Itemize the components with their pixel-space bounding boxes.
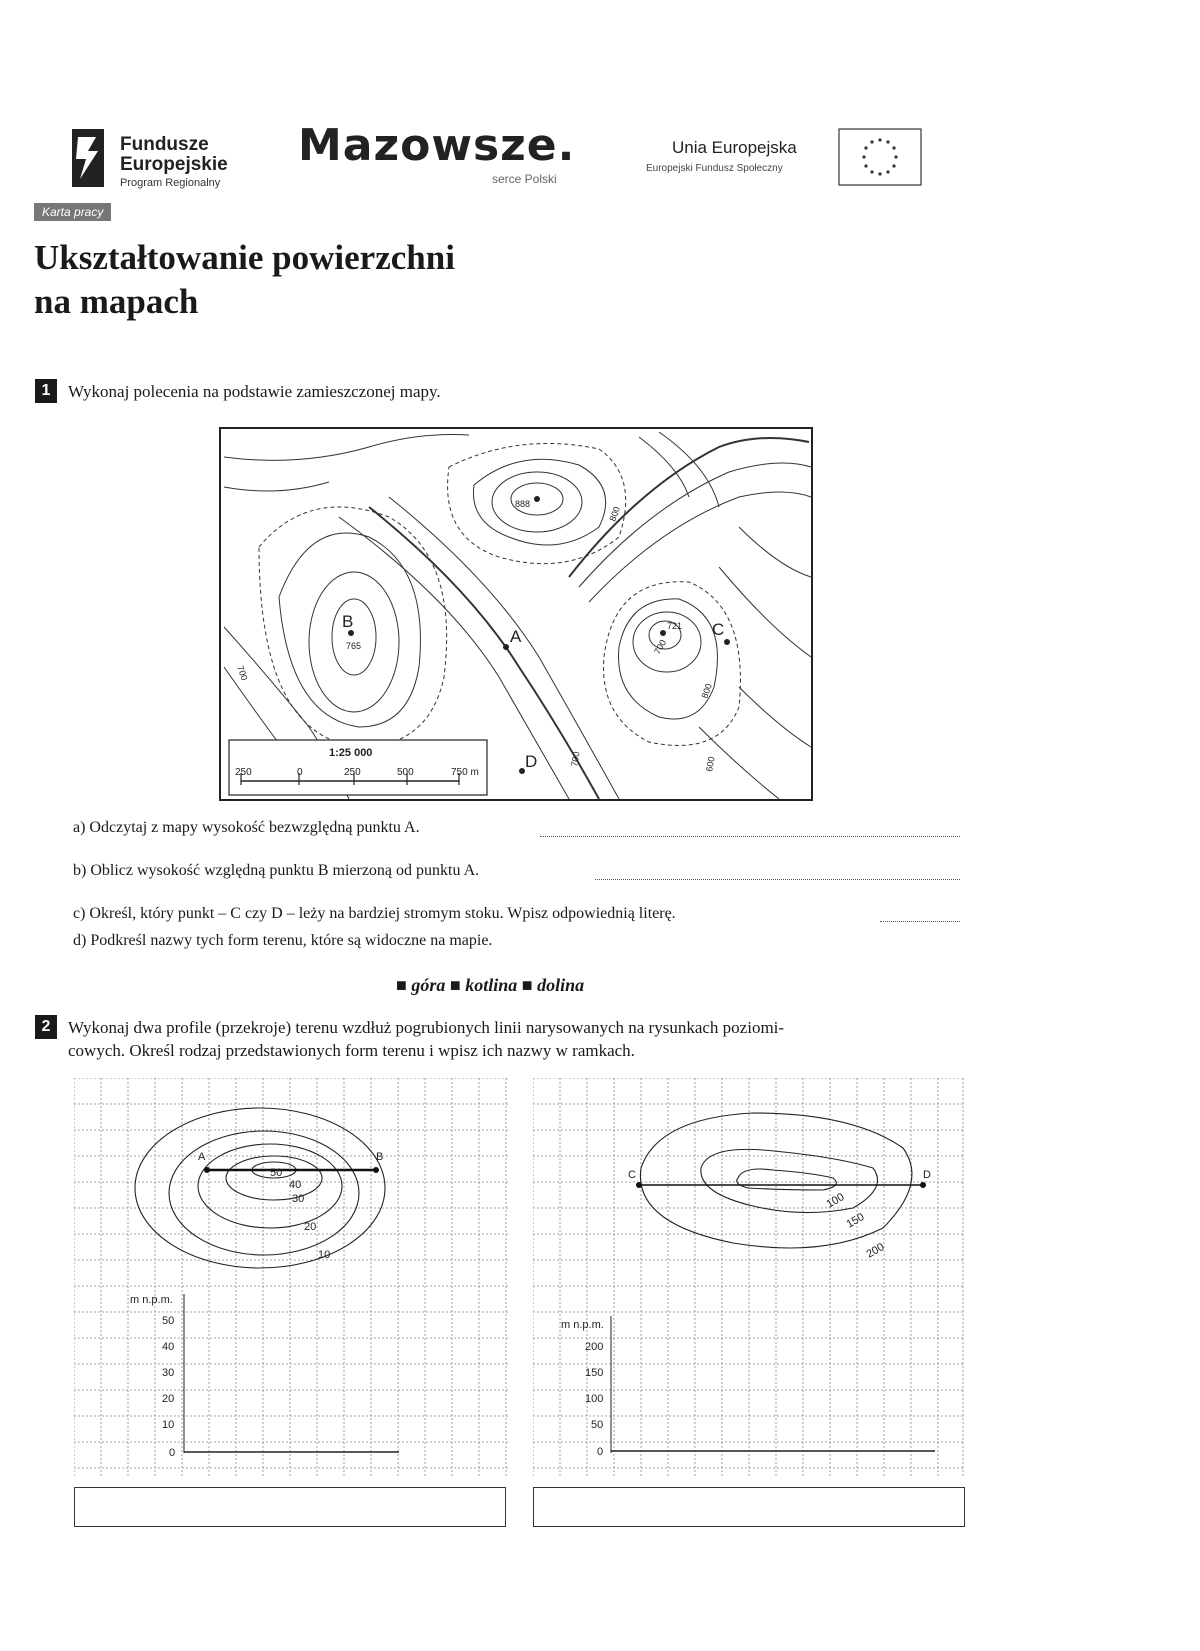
profile-grid-left xyxy=(74,1078,510,1478)
contour-label: 20 xyxy=(304,1221,317,1233)
task1-answer-b-line[interactable] xyxy=(595,878,960,880)
contour-label: 30 xyxy=(292,1193,305,1205)
task1-number: 1 xyxy=(35,379,57,403)
profile-left-axis-tick: 20 xyxy=(162,1393,175,1405)
ue-title: Unia Europejska xyxy=(672,138,797,157)
contour-label: 100 xyxy=(824,1191,847,1211)
map-scale-tick: 0 xyxy=(297,767,303,778)
task1-instruction: Wykonaj polecenia na podstawie zamieszczonej mapy. xyxy=(68,382,441,401)
profile-right-axis-tick: 200 xyxy=(585,1341,604,1353)
map-scale-tick: 750 m xyxy=(451,767,479,778)
page-title-line1: Ukształtowanie powierzchni xyxy=(34,238,455,277)
landform-options xyxy=(396,975,584,996)
task1-question-a: a) Odczytaj z mapy wysokość bezwzględną punktu A. xyxy=(73,819,420,836)
profile-left-start: A xyxy=(198,1151,206,1163)
map-point-C: C xyxy=(712,620,725,639)
profile-right-axis-tick: 50 xyxy=(591,1419,604,1431)
contour-label: 150 xyxy=(844,1211,867,1231)
fe-logo-icon xyxy=(68,125,108,191)
profile-right-end: D xyxy=(923,1169,931,1181)
profile-left-axis-tick: 10 xyxy=(162,1419,175,1431)
profile-right-axis-unit: m n.p.m. xyxy=(561,1319,604,1331)
mazowsze-logo: Mazowsze. xyxy=(298,120,576,171)
map-isoline-label: 600 xyxy=(704,755,717,773)
map-scale-bar xyxy=(229,740,487,795)
map-scale-tick: 250 xyxy=(235,767,252,778)
task2-instruction-line2: cowych. Określ rodzaj przedstawionych form terenu i wpisz ich nazwy w ramkach. xyxy=(68,1041,635,1060)
map-isoline-label: 800 xyxy=(699,682,715,700)
profile-grid-right xyxy=(533,1078,965,1478)
profile-left-answer-box[interactable] xyxy=(74,1487,506,1527)
bullet-icon: ■ xyxy=(396,975,407,995)
map-scale-tick: 250 xyxy=(344,767,361,778)
bullet-icon: ■ xyxy=(521,975,533,995)
fe-logo-line1: Fundusze xyxy=(120,134,209,155)
mazowsze-tagline: serce Polski xyxy=(492,172,557,186)
landform-option-kotlina[interactable]: kotlina xyxy=(465,975,518,995)
profile-left-axis-tick: 30 xyxy=(162,1367,175,1379)
eu-flag-icon xyxy=(838,128,922,186)
landform-option-gora[interactable]: góra xyxy=(411,975,446,995)
profile-right-axis-tick: 100 xyxy=(585,1393,604,1405)
profile-right-start: C xyxy=(628,1169,636,1181)
map-point-D: D xyxy=(525,752,538,771)
task1-answer-a-line[interactable] xyxy=(540,835,960,837)
profile-left-end: B xyxy=(376,1151,384,1163)
task1-answer-c-line[interactable] xyxy=(880,920,960,922)
contour-label: 50 xyxy=(270,1167,283,1179)
profile-left-axis-tick: 50 xyxy=(162,1315,175,1327)
map-isoline-label: 700 xyxy=(235,664,250,682)
profile-left-axis-tick: 0 xyxy=(169,1447,176,1459)
map-isoline-label: 700 xyxy=(652,637,669,656)
bullet-icon: ■ xyxy=(449,975,461,995)
contour-label: 200 xyxy=(864,1241,887,1261)
landform-option-dolina[interactable]: dolina xyxy=(537,975,585,995)
map-label-peak-721: 721 xyxy=(667,621,683,631)
map-label-peak-765: 765 xyxy=(346,641,362,651)
fe-logo-line2: Europejskie xyxy=(120,154,228,175)
profile-left-axis-unit: m n.p.m. xyxy=(130,1294,173,1306)
contour-label: 40 xyxy=(289,1179,302,1191)
ue-subtitle: Europejski Fundusz Społeczny xyxy=(646,163,783,174)
map-point-B: B xyxy=(342,612,354,631)
contour-label: 10 xyxy=(318,1249,331,1261)
profile-right-answer-box[interactable] xyxy=(533,1487,965,1527)
page-title-line2: na mapach xyxy=(34,282,199,321)
task1-question-b: b) Oblicz wysokość względną punktu B mierzoną od punktu A. xyxy=(73,862,480,879)
profile-right-axis-tick: 150 xyxy=(585,1367,604,1379)
profile-right-axis-tick: 0 xyxy=(597,1446,604,1458)
map-isoline-label: 700 xyxy=(569,750,582,768)
fe-logo-line3: Program Regionalny xyxy=(120,177,221,189)
task1-question-c: c) Określ, który punkt – C czy D – leży na bardziej stromym stoku. Wpisz odpowiednią literę. xyxy=(73,905,676,922)
map-label-peak-888: 888 xyxy=(515,499,531,509)
fe-logo xyxy=(68,125,248,191)
map-scale-ratio: 1:25 000 xyxy=(329,747,373,759)
worksheet-badge: Karta pracy xyxy=(34,203,111,221)
topographic-map xyxy=(219,427,813,801)
task2-instruction-line1: Wykonaj dwa profile (przekroje) terenu wzdłuż pogrubionych linii narysowanych na rysunkach poziomi- xyxy=(68,1018,785,1037)
task1-question-d: d) Podkreśl nazwy tych form terenu, które są widoczne na mapie. xyxy=(73,932,493,949)
task2-number: 2 xyxy=(35,1015,57,1039)
profile-left-axis-tick: 40 xyxy=(162,1341,175,1353)
map-point-A: A xyxy=(510,627,522,646)
map-scale-tick: 500 xyxy=(397,767,414,778)
map-isoline-label: 800 xyxy=(607,505,623,523)
